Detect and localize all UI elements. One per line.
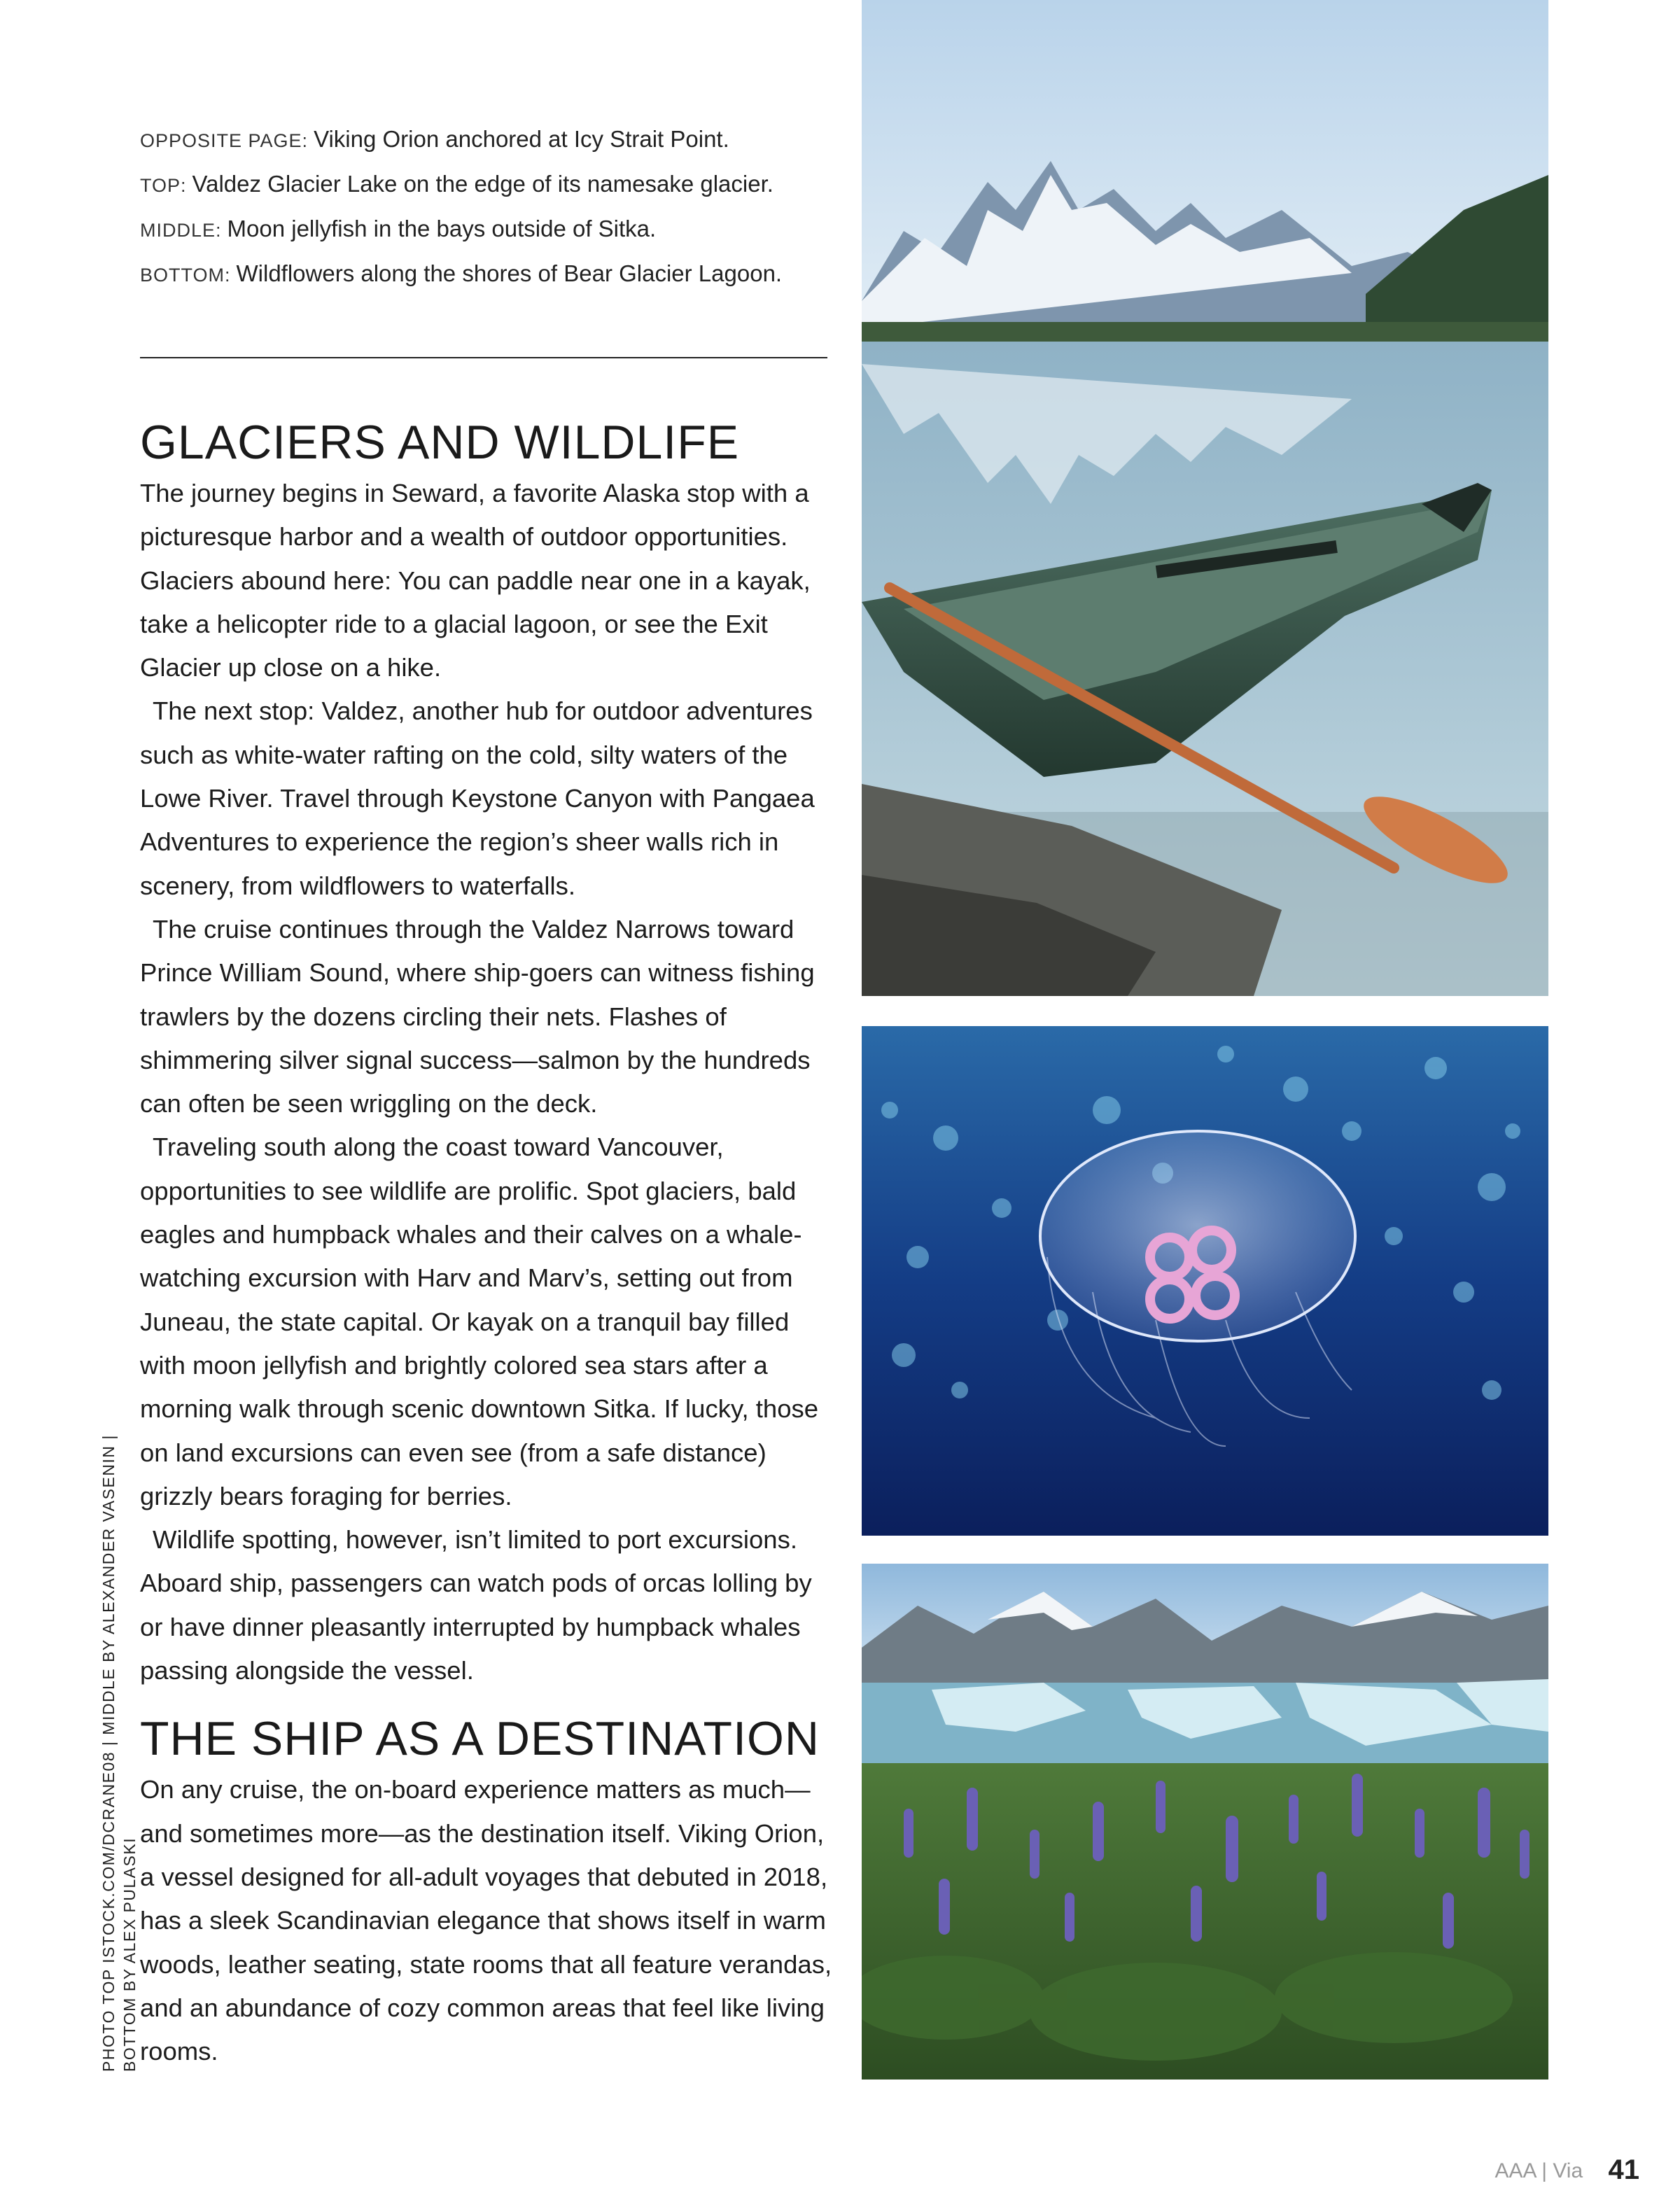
photo-credit bbox=[98, 1414, 140, 2072]
photo-wildflowers-lagoon bbox=[862, 1564, 1548, 2080]
paragraph: The journey begins in Seward, a favorite Alaska stop with a picturesque harbor and a wealth of outdoor opportunities. Glaciers abound here: You can paddle near one in a kayak, take a helicopter ride to a glacial lagoon, or see the Exit Glacier up close on a hike. bbox=[140, 479, 811, 682]
jellyfish-illustration bbox=[862, 1026, 1548, 1536]
photo-moon-jellyfish bbox=[862, 1026, 1548, 1536]
section-gap bbox=[140, 1692, 840, 1709]
section-heading-ship: THE SHIP AS A DESTINATION bbox=[140, 1712, 820, 1766]
paragraph: The next stop: Valdez, another hub for outdoor adventures such as white-water rafting on the cold, silty waters of the Lowe River. Travel through Keystone Canyon with Pangaea Adventures to experience the region’s sheer walls rich in scenery, from wildflowers to waterfalls. bbox=[140, 696, 815, 900]
article-body bbox=[140, 413, 840, 2073]
caption-opposite-page: OPPOSITE PAGE: Viking Orion anchored at Icy Strait Point. bbox=[140, 126, 729, 152]
section-heading-glaciers: GLACIERS AND WILDLIFE bbox=[140, 416, 740, 469]
photo-credit-line: BOTTOM BY ALEX PULASKI bbox=[120, 1837, 139, 2072]
page-footer bbox=[1495, 2154, 1640, 2186]
photo-glacier-lake-canoe bbox=[862, 0, 1548, 996]
wildflowers-illustration bbox=[862, 1564, 1548, 2080]
glacier-lake-illustration bbox=[862, 0, 1548, 996]
paragraph: On any cruise, the on-board experience matters as much—and sometimes more—as the destination itself. Viking Orion, a vessel designed for all-adult voyages that debuted in 2018, has a sleek Scandinavian elegance that shows itself in warm woods, leather seating, state rooms that all feature verandas, and an abundance of cozy common areas that feel like living rooms. bbox=[140, 1775, 832, 2066]
paragraph: Wildlife spotting, however, isn’t limited to port excursions. Aboard ship, passengers can watch pods of orcas lolling by or have dinner pleasantly interrupted by humpback whales passing alongside the vessel. bbox=[140, 1525, 812, 1685]
caption-middle: MIDDLE: Moon jellyfish in the bays outside of Sitka. bbox=[140, 216, 657, 241]
photo-credit-line: PHOTO TOP ISTOCK.COM/DCRANE08 | MIDDLE BY ALEXANDER VASENIN | bbox=[99, 1434, 118, 2072]
caption-top: TOP: Valdez Glacier Lake on the edge of its namesake glacier. bbox=[140, 171, 774, 197]
page-number: 41 bbox=[1608, 2154, 1639, 2185]
paragraph: Traveling south along the coast toward Vancouver, opportunities to see wildlife are prolific. Spot glaciers, bald eagles and humpback whales and their calves on a whale-watching excursion with Harv and Marv’s, setting out from Juneau, the state capital. Or kayak on a tranquil bay filled with moon jellyfish and brightly colored sea stars after a morning walk through scenic downtown Sitka. If lucky, those on land excursions can even see (from a safe distance) grizzly bears foraging for berries. bbox=[140, 1132, 819, 1510]
paragraph: The cruise continues through the Valdez Narrows toward Prince William Sound, where ship-goers can witness fishing trawlers by the dozens circling their nets. Flashes of shimmering silver signal success—salmon by the hundreds can often be seen wriggling on the deck. bbox=[140, 914, 815, 1118]
photo-captions bbox=[140, 118, 854, 297]
divider-rule bbox=[140, 357, 827, 358]
caption-bottom: BOTTOM: Wildflowers along the shores of Bear Glacier Lagoon. bbox=[140, 260, 783, 286]
publication-name: AAA | Via bbox=[1494, 2159, 1583, 2182]
